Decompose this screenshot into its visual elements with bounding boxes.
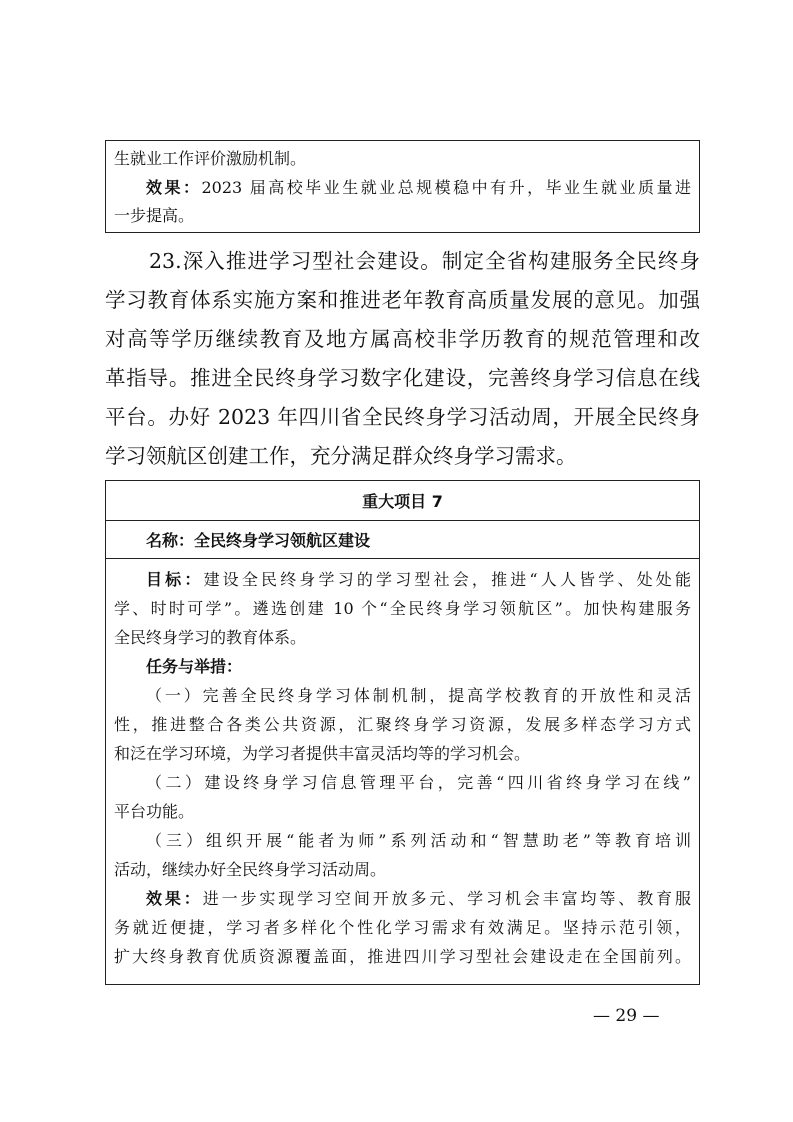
project-effect-label: 效果： [146, 889, 203, 908]
project-name-label: 名称： [146, 530, 195, 550]
page-number: — 29 — [593, 1006, 660, 1026]
top-box-effect-line1 [106, 177, 699, 201]
top-box-effect-line2: 一步提高。 [114, 206, 195, 225]
effect-label: 效果： [146, 178, 202, 197]
project-name-value: 全民终身学习领航区建设 [194, 530, 371, 550]
project-effect-line2: 务就近便捷，学习者多样化个性化学习需求有效满足。坚持示范引领， [114, 918, 691, 937]
project-effect-text: 进一步实现学习空间开放多元、学习机会丰富均等、教育服 [202, 889, 691, 908]
project-effect-line3: 扩大终身教育优质资源覆盖面，推进四川学习型社会建设走在全国前列。 [114, 947, 691, 966]
task1-line1: （一）完善全民终身学习体制机制，提高学校教育的开放性和灵活 [146, 686, 691, 705]
section-23-line: 对高等学历继续教育及地方属高校非学历教育的规范管理和改 [105, 327, 700, 351]
effect-text: 2023 届高校毕业生就业总规模稳中有升，毕业生就业质量进 [201, 178, 691, 197]
task2-line2: 平台功能。 [114, 802, 195, 821]
goal-line1 [106, 569, 699, 593]
task1-line2: 性，推进整合各类公共资源，汇聚终身学习资源，发展多样态学习方式 [114, 715, 691, 734]
section-23-line: 平台。办好 2023 年四川省全民终身学习活动周，开展全民终身 [105, 405, 700, 429]
section-23-line: 学习教育体系实施方案和推进老年教育高质量发展的意见。加强 [105, 288, 700, 312]
section-23-line: 革指导。推进全民终身学习数字化建设，完善终身学习信息在线 [105, 366, 700, 390]
top-box-line1: 生就业工作评价激励机制。 [114, 149, 307, 168]
project-effect-line1 [106, 888, 699, 912]
section-23-line: 学习领航区创建工作，充分满足群众终身学习需求。 [105, 444, 577, 468]
project-header: 重大项目 7 [106, 481, 699, 521]
goal-line3: 全民终身学习的教育体系。 [114, 628, 307, 647]
goal-label: 目标： [146, 570, 204, 589]
task2-line1: （二）建设终身学习信息管理平台，完善“四川省终身学习在线” [146, 773, 691, 792]
major-project-box [105, 480, 700, 985]
section-23-line: 23.深入推进学习型社会建设。制定全省构建服务全民终身 [149, 249, 700, 273]
project-name-row [106, 520, 699, 559]
goal-line2: 学、时时可学”。遴选创建 10 个“全民终身学习领航区”。加快构建服务 [114, 599, 691, 618]
tasks-label: 任务与举措： [146, 657, 243, 676]
task3-line1: （三）组织开展“能者为师”系列活动和“智慧助老”等教育培训 [146, 831, 691, 850]
top-table-box [105, 140, 700, 233]
task1-line3: 和泛在学习环境，为学习者提供丰富灵活均等的学习机会。 [114, 744, 531, 763]
goal-text: 建设全民终身学习的学习型社会，推进“人人皆学、处处能 [203, 570, 691, 589]
task3-line2: 活动，继续办好全民终身学习活动周。 [114, 860, 387, 879]
